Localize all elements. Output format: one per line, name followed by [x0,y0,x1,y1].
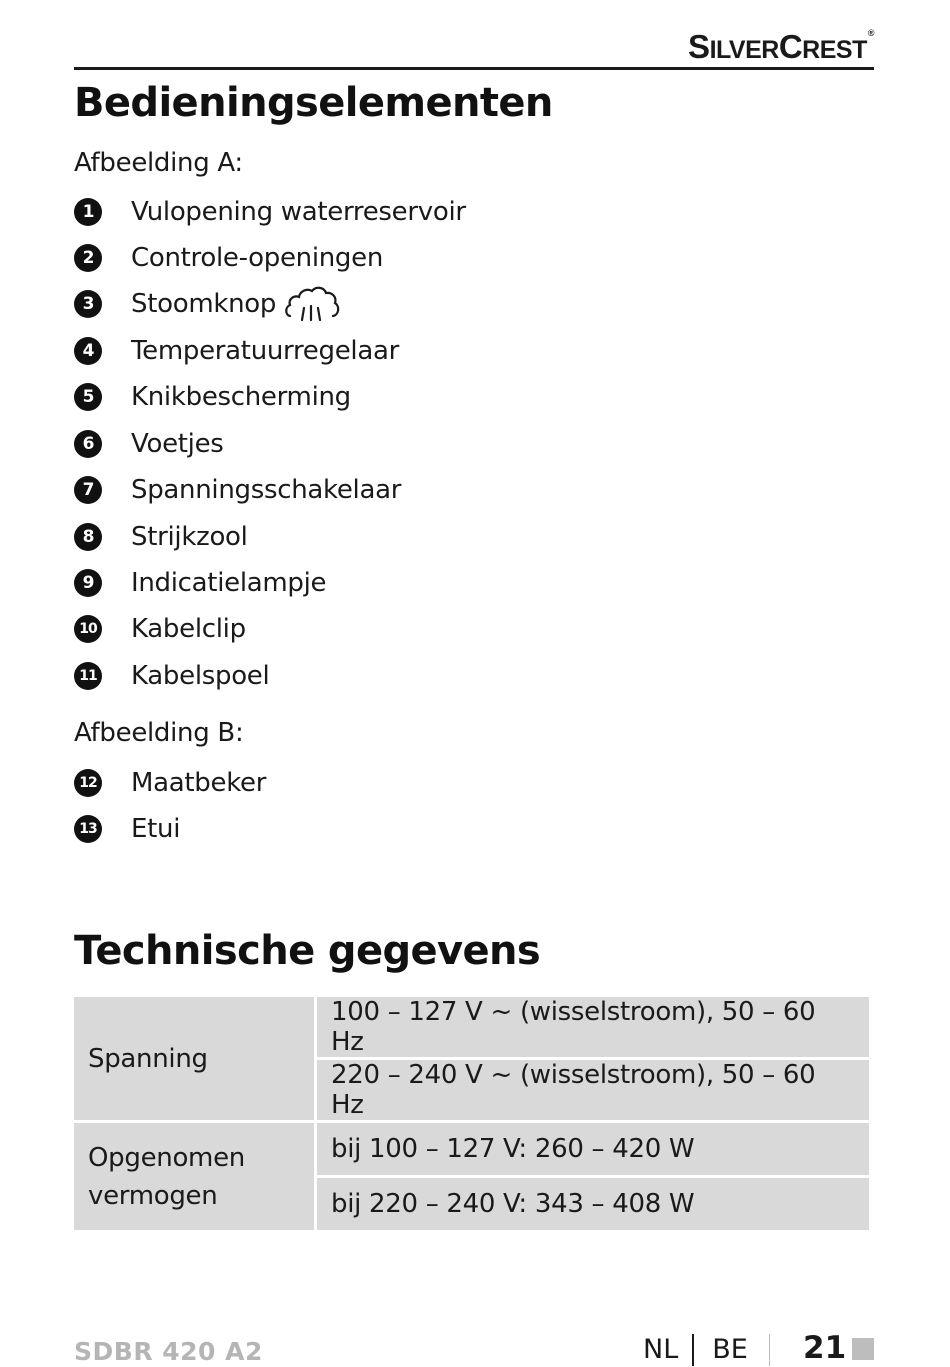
figure-a-label: Afbeelding A: [74,148,243,178]
section-title-controls: Bedieningselementen [74,80,553,126]
list-item [74,767,266,799]
list-item [74,613,246,645]
table-row [74,997,869,1057]
footer-lang-code: NL [643,1334,679,1365]
item-number-badge: 5 [74,383,102,411]
list-item [74,288,340,320]
list-item [74,660,269,692]
footer-divider [692,1334,694,1366]
item-number-badge: 6 [74,430,102,458]
page-marker [852,1338,874,1360]
item-label: Temperatuurregelaar [131,336,399,366]
item-number-badge: 8 [74,523,102,551]
table-cell-value: bij 100 – 127 V: 260 – 420 W [317,1123,869,1175]
item-number-badge: 12 [74,769,102,797]
item-label: Maatbeker [131,768,267,798]
item-number-badge: 9 [74,569,102,597]
list-item [74,813,180,845]
list-item [74,428,224,460]
footer-country-code: BE [712,1334,748,1365]
table-cell-label: Spanning [74,997,314,1120]
section-title-technical: Technische gegevens [74,928,541,974]
item-label: Controle-openingen [131,243,384,273]
footer-model-number: SDBR 420 A2 [74,1337,263,1366]
figure-b-label: Afbeelding B: [74,718,244,748]
footer-divider [769,1334,770,1366]
table-cell-value: 100 – 127 V ~ (wisselstroom), 50 – 60 Hz [317,997,869,1057]
item-label: Stoomknop [131,289,277,319]
page-number: 21 [803,1330,847,1366]
list-item [74,521,248,553]
list-item [74,242,383,274]
item-label: Vulopening waterreservoir [131,197,466,227]
item-number-badge: 3 [74,290,102,318]
footer-language [643,1334,748,1365]
item-label: Voetjes [131,429,224,459]
table-cell-value: bij 220 – 240 V: 343 – 408 W [317,1178,869,1230]
table-cell-label [74,1123,314,1230]
item-number-badge: 2 [74,244,102,272]
item-label: Knikbescherming [131,382,351,412]
technical-data-table [71,994,872,1233]
item-number-badge: 13 [74,815,102,843]
item-label: Strijkzool [131,522,248,552]
list-item [74,474,401,506]
table-row [74,1123,869,1175]
item-label: Etui [131,814,181,844]
item-label: Kabelclip [131,614,246,644]
list-item [74,381,351,413]
steam-cloud-icon [284,282,340,326]
list-item [74,196,466,228]
table-cell-value: 220 – 240 V ~ (wisselstroom), 50 – 60 Hz [317,1060,869,1120]
header-rule [74,67,874,70]
item-label: Indicatielampje [131,568,327,598]
item-number-badge: 7 [74,476,102,504]
list-item [74,335,399,367]
label-line: Opgenomen [88,1142,245,1173]
item-number-badge: 4 [74,337,102,365]
item-number-badge: 11 [74,662,102,690]
item-number-badge: 10 [74,615,102,643]
item-number-badge: 1 [74,198,102,226]
item-label: Spanningsschakelaar [131,475,402,505]
item-label: Kabelspoel [131,661,270,691]
brand-logo: SILVERCREST® [688,28,874,65]
label-line: vermogen [88,1180,218,1211]
list-item [74,567,326,599]
